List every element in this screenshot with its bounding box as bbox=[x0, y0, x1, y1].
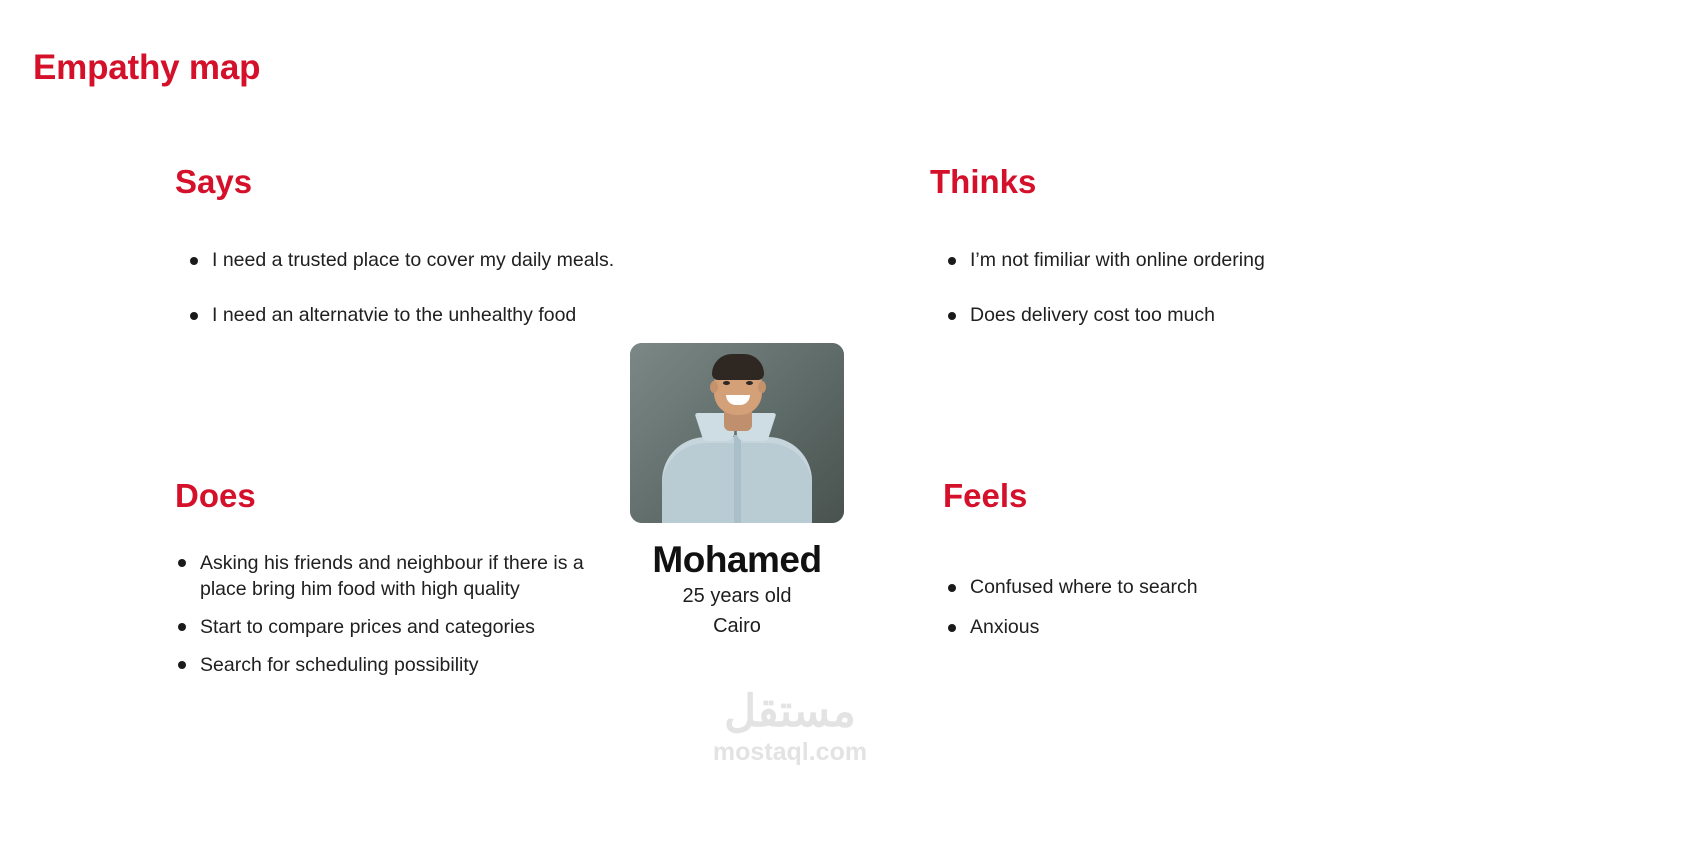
quadrant-title-does: Does bbox=[175, 477, 256, 514]
quadrant-list-says bbox=[182, 248, 802, 358]
watermark-arabic: مستقل bbox=[724, 687, 856, 736]
persona-photo bbox=[630, 343, 844, 523]
photo-eye-right bbox=[746, 381, 753, 385]
list-item: Does delivery cost too much bbox=[940, 303, 1540, 329]
quadrant-list-feels bbox=[940, 575, 1480, 655]
page-title: Empathy map bbox=[33, 48, 261, 87]
quadrant-title-thinks: Thinks bbox=[930, 163, 1037, 200]
persona-name: Mohamed bbox=[652, 539, 822, 580]
quadrant-title-says: Says bbox=[175, 163, 253, 200]
list-item: Search for scheduling possibility bbox=[173, 653, 603, 679]
watermark-latin: mostaql.com bbox=[712, 738, 868, 766]
list-item: I’m not fimiliar with online ordering bbox=[940, 248, 1540, 274]
photo-ear-right bbox=[758, 381, 766, 393]
photo-eye-left bbox=[723, 381, 730, 385]
photo-ear-left bbox=[710, 381, 718, 393]
quadrant-list-thinks bbox=[940, 248, 1540, 358]
watermark bbox=[690, 687, 890, 767]
persona-age: 25 years old bbox=[682, 585, 792, 607]
photo-shirt-placket bbox=[734, 435, 741, 523]
list-item: Anxious bbox=[940, 615, 1480, 641]
persona-card bbox=[630, 343, 844, 641]
list-item: I need a trusted place to cover my daily meals. bbox=[182, 248, 802, 274]
quadrant-list-does bbox=[173, 551, 603, 691]
photo-hair bbox=[712, 354, 764, 380]
quadrant-title-feels: Feels bbox=[943, 477, 1028, 514]
persona-city: Cairo bbox=[713, 615, 761, 637]
list-item: Confused where to search bbox=[940, 575, 1480, 601]
list-item: I need an alternatvie to the unhealthy food bbox=[182, 303, 802, 329]
list-item: Start to compare prices and categories bbox=[173, 615, 603, 641]
list-item: Asking his friends and neighbour if there is a place bring him food with high quality bbox=[173, 551, 603, 603]
